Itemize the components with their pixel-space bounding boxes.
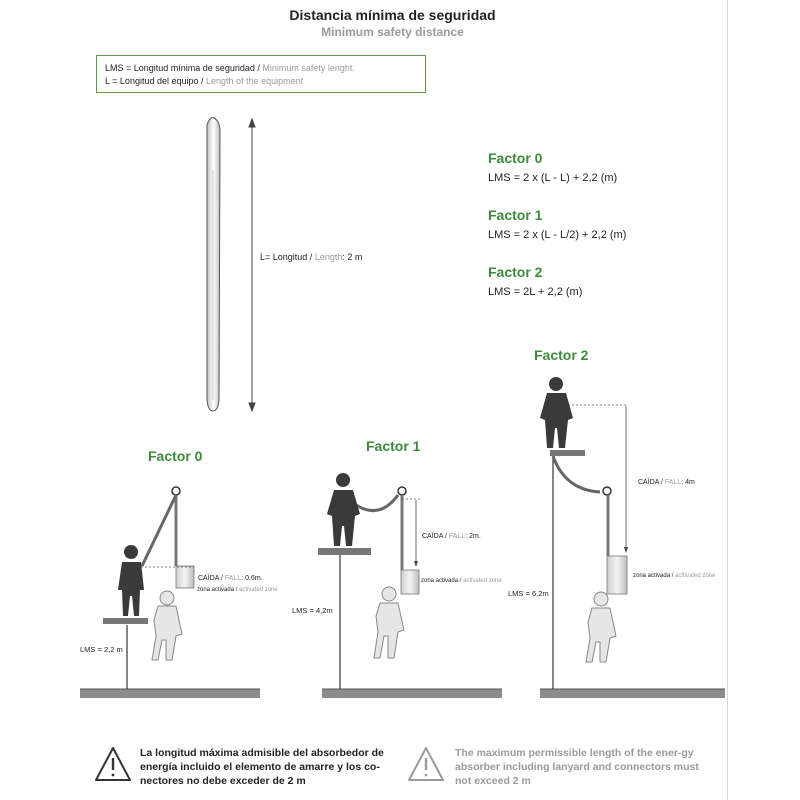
warning-icon-es	[96, 748, 130, 780]
fall-en-1: FALL	[448, 533, 466, 540]
worker-fallen-1	[374, 587, 404, 658]
legend-lms-es: LMS = Longitud mínima de seguridad /	[105, 63, 260, 73]
platform-0	[103, 618, 148, 624]
fall-value-1: : 2m.	[465, 533, 481, 540]
scene-label-factor-0: Factor 0	[148, 448, 203, 464]
zone-es-2: zona activada /	[633, 573, 674, 579]
ground-0	[80, 689, 260, 698]
zone-es-1: zona activada /	[421, 578, 462, 584]
formula-title-factor-2: Factor 2	[488, 264, 543, 280]
zone-label-1	[421, 578, 502, 584]
zone-en-1: activated zone	[463, 578, 502, 584]
scene-factor-2	[540, 377, 725, 698]
zone-label-2	[633, 573, 715, 579]
worker-standing-0	[118, 545, 144, 616]
worker-standing-1	[327, 473, 360, 546]
equipment-strap	[207, 118, 220, 411]
fall-value-0: : 0.6m.	[241, 575, 263, 582]
warning-text-es: La longitud máxima admisible del absorbedor de energía incluido el elemento de amarre y los co-nectores no debe exceder de 2 m	[140, 747, 384, 787]
worker-fallen-0	[152, 591, 182, 660]
formula-factor-2: LMS = 2L + 2,2 (m)	[488, 286, 583, 298]
zone-en-0: activated zone	[239, 587, 278, 593]
length-arrow	[249, 119, 255, 411]
scene-label-factor-1: Factor 1	[366, 438, 421, 454]
lms-label-2: LMS = 6,2m	[508, 589, 549, 598]
length-value: : 2 m	[342, 252, 363, 262]
length-es: L= Longitud /	[260, 252, 313, 262]
platform-1	[318, 548, 371, 555]
zone-en-2: acftivated zone	[675, 573, 716, 579]
anchor-2	[603, 487, 611, 495]
fall-value-2: : 4m	[681, 479, 695, 486]
warning-text-en: The maximum permissible length of the ener-gy absorber including lanyard and connectors must not exceed 2 m	[455, 747, 699, 787]
lms-label-1: LMS = 4,2m	[292, 606, 333, 615]
fall-es-1: CAÍDA /	[422, 533, 447, 540]
legend-lms-en: Minimum safety lenght.	[262, 63, 355, 73]
anchor-0	[172, 487, 180, 495]
equipment-length-label	[260, 252, 362, 262]
worker-standing-2	[540, 377, 573, 448]
page-subtitle: Minimum safety distance	[321, 25, 464, 39]
formula-factor-1: LMS = 2 x (L - L/2) + 2,2 (m)	[488, 229, 627, 241]
fall-es-2: CAÍDA /	[638, 479, 663, 486]
fall-label-2	[638, 479, 695, 486]
legend-l-en: Length of the equipment	[206, 76, 304, 86]
formula-factor-0: LMS = 2 x (L - L) + 2,2 (m)	[488, 172, 618, 184]
fall-label-0	[198, 575, 263, 582]
worker-fallen-2	[586, 592, 616, 662]
length-en: Length	[314, 252, 343, 262]
fall-en-0: FALL	[224, 575, 242, 582]
ground-2	[540, 689, 725, 698]
lms-label-0: LMS = 2,2 m	[80, 645, 123, 654]
legend-l-es: L = Longitud del equipo /	[105, 76, 204, 86]
ground-1	[322, 689, 502, 698]
scene-label-factor-2: Factor 2	[534, 347, 589, 363]
anchor-1	[398, 487, 406, 495]
fall-label-1	[422, 533, 481, 540]
formula-title-factor-1: Factor 1	[488, 207, 543, 223]
warning-icon-en	[409, 748, 443, 780]
formula-title-factor-0: Factor 0	[488, 150, 543, 166]
scene-factor-1	[318, 473, 502, 698]
fall-es-0: CAÍDA /	[198, 575, 223, 582]
platform-2	[550, 450, 585, 456]
zone-label-0	[197, 587, 278, 593]
page-title: Distancia mínima de seguridad	[289, 7, 496, 23]
fall-en-2: FALL	[664, 479, 682, 486]
zone-es-0: zona activada /	[197, 587, 238, 593]
